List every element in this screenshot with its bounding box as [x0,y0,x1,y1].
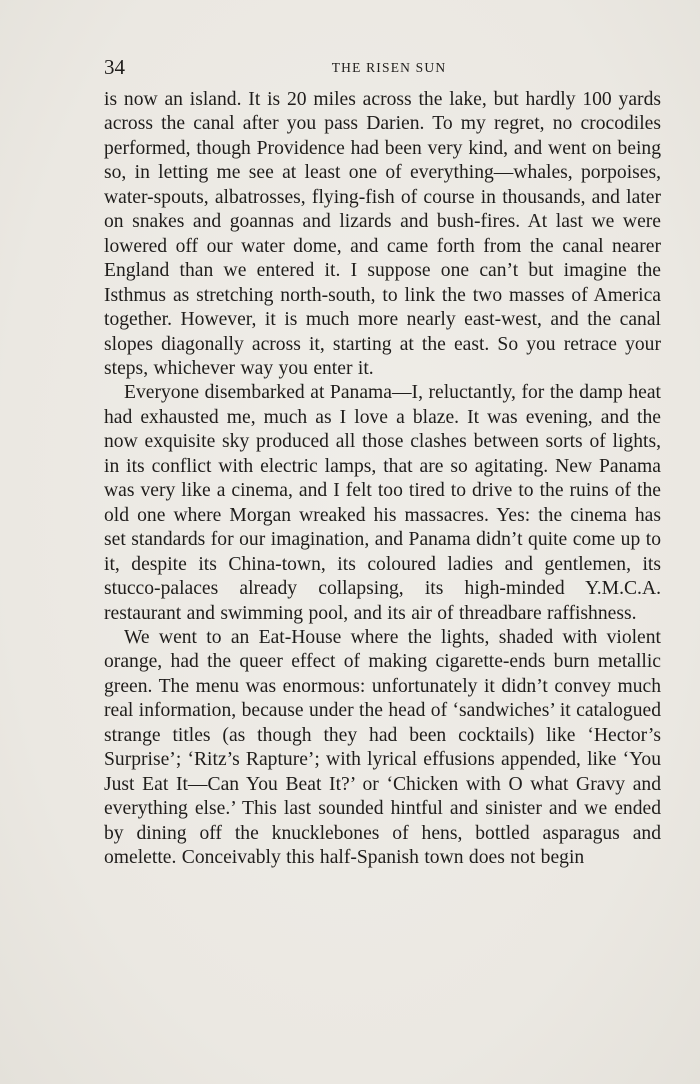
paragraph-3: We went to an Eat-House where the lights, shaded with violent orange, had the queer effect of making cigarette-ends burn metallic green. The menu was enormous: unfortunately it didn’t convey much real information, because under the head of ‘sandwiches’ it catalogued strange titles (as though they had been cocktails) like ‘Hector’s Surprise’; ‘Ritz’s Rapture’; with lyrical effusions appended, like ‘You Just Eat It—Can You Beat It?’ or ‘Chicken with O what Gravy and everything else.’ This last sounded hintful and sinister and we ended by dining off the knucklebones of hens, bottled asparagus and omelette. Conceivably this half-Spanish town does not begin [104,626,661,869]
paragraph-1: is now an island. It is 20 miles across the lake, but hardly 100 yards across the canal after you pass Darien. To my regret, no crocodiles performed, though Providence had been very kind, and went on being so, in letting me see at least one of everything—whales, porpoises, water-spouts, albatrosses, flying-fish of course in thousands, and later on snakes and goannas and lizards and bush-fires. At last we were lowered off our water dome, and came forth from the canal nearer England than we entered it. I suppose one can’t but imagine the Isthmus as stretching north-south, to link the two masses of America together. However, it is much more nearly east-west, and the canal slopes diagonally across it, starting at the east. So you retrace your steps, whichever way you enter it. [104,89,661,379]
paragraph-2: Everyone disembarked at Panama—I, reluctantly, for the damp heat had exhausted me, much as I love a blaze. It was evening, and the now exquisite sky produced all those clashes between sorts of lights, in its conflict with electric lamps, that are so agitating. New Panama was very like a cinema, and I felt too tired to drive to the ruins of the old one where Morgan wreaked his massacres. Yes: the cinema has set standards for our imagination, and Panama didn’t quite come up to it, despite its China-town, its coloured ladies and gentlemen, its stucco-palaces already collapsing, its high-minded Y.M.C.A. restaurant and swimming pool, and its air of threadbare raffishness. [104,382,661,624]
page-header [104,52,660,82]
body-text [104,88,661,871]
page-number: 34 [104,55,125,79]
running-head: THE RISEN SUN [331,60,447,75]
